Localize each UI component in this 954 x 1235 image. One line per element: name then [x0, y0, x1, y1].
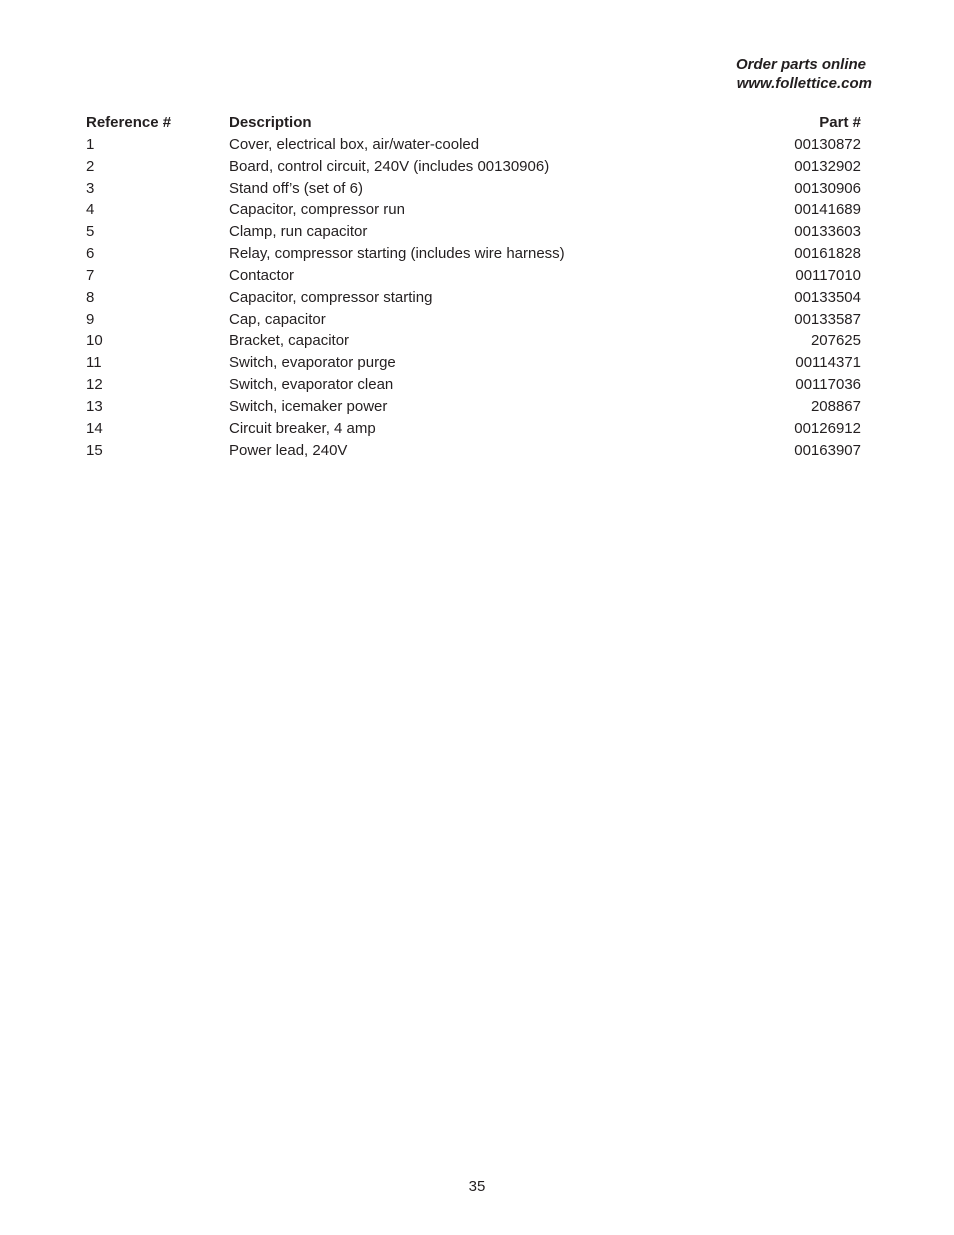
parts-table	[86, 112, 861, 462]
description-cell: Switch, evaporator clean	[229, 376, 394, 394]
description-cell: Board, control circuit, 240V (includes 00130906)	[229, 157, 550, 175]
table-row	[86, 330, 861, 352]
table-row	[86, 440, 861, 462]
table-row	[86, 265, 861, 287]
part-number-cell: 00132902	[794, 157, 861, 175]
reference-cell: 4	[86, 201, 95, 219]
reference-cell: 2	[86, 157, 95, 175]
table-row	[86, 199, 861, 221]
part-number-cell: 00133504	[794, 288, 861, 306]
description-cell: Clamp, run capacitor	[229, 223, 368, 241]
part-number-cell: 00141689	[794, 201, 861, 219]
table-header-row	[86, 112, 861, 134]
part-column-header: Part #	[819, 114, 861, 131]
table-row	[86, 156, 861, 178]
reference-cell: 3	[86, 179, 95, 197]
table-row	[86, 309, 861, 331]
description-cell: Contactor	[229, 266, 295, 284]
description-column-header: Description	[229, 114, 312, 131]
order-parts-block	[735, 55, 872, 93]
description-cell: Bracket, capacitor	[229, 332, 350, 350]
description-cell: Power lead, 240V	[229, 441, 348, 459]
description-cell: Cover, electrical box, air/water-cooled	[229, 135, 480, 153]
part-number-cell: 00161828	[794, 245, 861, 263]
description-cell: Circuit breaker, 4 amp	[229, 419, 376, 437]
description-cell: Switch, evaporator purge	[229, 354, 396, 372]
reference-cell: 14	[86, 419, 103, 437]
part-number-cell: 00126912	[794, 419, 861, 437]
part-number-cell: 00130906	[794, 179, 861, 197]
table-row	[86, 374, 861, 396]
reference-cell: 11	[86, 354, 102, 372]
part-number-cell: 00114371	[795, 354, 861, 372]
website-link[interactable]: www.follettice.com	[736, 75, 872, 92]
page-number: 35	[468, 1178, 486, 1195]
description-cell: Stand off’s (set of 6)	[229, 179, 363, 197]
description-cell: Cap, capacitor	[229, 310, 326, 328]
reference-cell: 1	[86, 135, 95, 153]
part-number-cell: 00163907	[794, 441, 861, 459]
table-row	[86, 243, 861, 265]
description-cell: Switch, icemaker power	[229, 397, 388, 415]
reference-column-header: Reference #	[86, 114, 172, 131]
table-row	[86, 221, 861, 243]
description-cell: Capacitor, compressor run	[229, 201, 405, 219]
part-number-cell: 208867	[810, 397, 861, 415]
description-cell: Capacitor, compressor starting	[229, 288, 433, 306]
reference-cell: 12	[86, 376, 103, 394]
reference-cell: 9	[86, 310, 95, 328]
part-number-cell: 00133587	[794, 310, 861, 328]
table-row	[86, 352, 861, 374]
reference-cell: 15	[86, 441, 103, 459]
description-cell: Relay, compressor starting (includes wire harness)	[229, 245, 565, 263]
part-number-cell: 00117010	[795, 266, 861, 284]
part-number-cell: 207625	[810, 332, 861, 350]
table-row	[86, 287, 861, 309]
reference-cell: 7	[86, 266, 95, 284]
part-number-cell: 00117036	[795, 376, 861, 394]
table-row	[86, 134, 861, 156]
part-number-cell: 00133603	[794, 223, 861, 241]
reference-cell: 6	[86, 245, 95, 263]
table-row	[86, 178, 861, 200]
reference-cell: 8	[86, 288, 95, 306]
table-row	[86, 418, 861, 440]
reference-cell: 13	[86, 397, 103, 415]
reference-cell: 5	[86, 223, 95, 241]
part-number-cell: 00130872	[794, 135, 861, 153]
table-row	[86, 396, 861, 418]
order-parts-text: Order parts online	[735, 56, 866, 73]
reference-cell: 10	[86, 332, 103, 350]
